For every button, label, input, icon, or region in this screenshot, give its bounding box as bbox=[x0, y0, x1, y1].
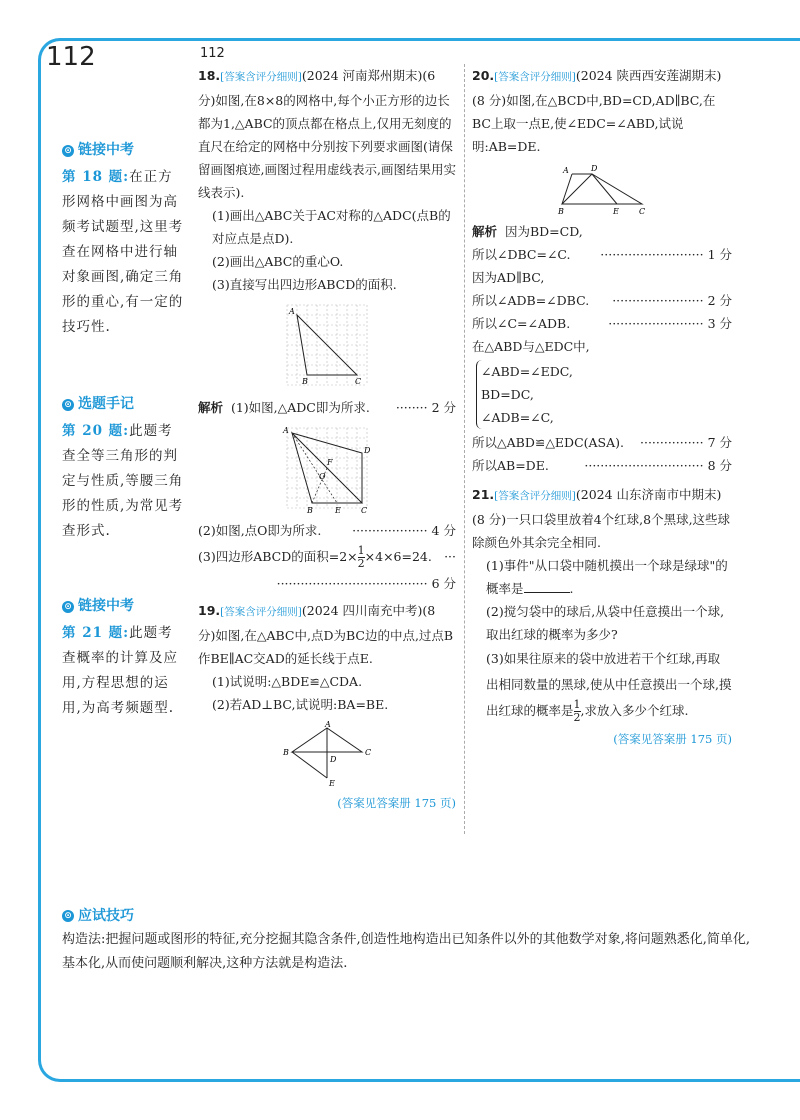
q18-solution-3: (3)四边形ABCD的面积=2× bbox=[198, 549, 358, 564]
q18-solution-3-end: ×4×6=24. bbox=[364, 549, 432, 564]
fig-label-a: A bbox=[283, 426, 289, 435]
solution-line: 因为AD∥BC, bbox=[472, 270, 545, 285]
question-number: 19. bbox=[198, 603, 221, 618]
fig-label-b: B bbox=[307, 506, 313, 515]
q18-stem bbox=[198, 64, 456, 204]
tip-icon: ⊙ bbox=[62, 910, 74, 922]
fig-label-e: E bbox=[335, 506, 341, 515]
exam-tips bbox=[62, 904, 762, 976]
fig-label-f: F bbox=[327, 458, 333, 467]
q21-part-3 bbox=[472, 646, 732, 724]
solution-line: 所以∠DBC=∠C. bbox=[472, 247, 571, 262]
fig-label-c: C bbox=[361, 506, 368, 515]
score: ················ 7 分 bbox=[640, 435, 732, 450]
score: ··················· 4 分 bbox=[352, 523, 456, 538]
question-stem: 如图,在△ABC中,点D为BC边的中点,过点B作BE∥AC交AD的延长线于点E. bbox=[198, 628, 454, 666]
q21-part-2: (2)搅匀袋中的球后,从袋中任意摸出一个球,取出红球的概率为多少? bbox=[486, 604, 725, 642]
q19-stem bbox=[198, 599, 456, 670]
question-stem: 如图,在△BCD中,BD=CD,AD∥BC,在BC上取一点E,使∠EDC=∠ABD,试说明:AB=DE. bbox=[472, 93, 716, 154]
part-end: ,求放入多少个红球. bbox=[580, 703, 689, 718]
q18-part-2: (2)画出△ABC的重心O. bbox=[212, 254, 344, 269]
q18-solution-1: (1)如图,△ADC即为所求. bbox=[230, 400, 370, 415]
link-icon: ⊙ bbox=[62, 601, 74, 613]
condition: ∠ADB=∠C, bbox=[481, 410, 554, 425]
question-stem: 一只口袋里放着4个红球,8个黑球,这些球除颜色外其余完全相同. bbox=[472, 512, 731, 550]
sidebar-heading: 链接中考 bbox=[78, 598, 134, 614]
fig-label-o: O bbox=[319, 472, 326, 481]
fig-label-c: C bbox=[355, 377, 362, 386]
score: ························ 3 分 bbox=[608, 316, 732, 331]
column-right bbox=[472, 64, 732, 751]
solution-line: 所以∠ADB=∠DBC. bbox=[472, 293, 590, 308]
question-source: (2024 河南郑州期末)(6 分) bbox=[198, 68, 436, 108]
q19-part-1: (1)试说明:△BDE≌△CDA. bbox=[212, 674, 363, 689]
q18-solution-2: (2)如图,点O即为所求. bbox=[198, 523, 322, 538]
page-number: 112 bbox=[46, 42, 96, 72]
dots: ··· bbox=[444, 549, 456, 564]
solution-line: 所以∠C=∠ADB. bbox=[472, 316, 571, 331]
fig-label-e: E bbox=[329, 779, 335, 788]
q19-part-2: (2)若AD⊥BC,试说明:BA=BE. bbox=[212, 697, 389, 712]
score: ······································ 6 分 bbox=[276, 576, 456, 591]
sidebar-label: 第 20 题: bbox=[62, 423, 130, 439]
fig-label-e: E bbox=[613, 207, 619, 216]
solution-label: 解析 bbox=[198, 400, 224, 415]
fig-label-a: A bbox=[325, 720, 331, 729]
fig-label-b: B bbox=[558, 207, 564, 216]
fraction bbox=[574, 699, 581, 724]
question-number: 21. bbox=[472, 487, 495, 502]
link-icon: ⊙ bbox=[62, 145, 74, 157]
question-tag: [答案含评分细则] bbox=[220, 606, 302, 618]
q20-stem bbox=[472, 64, 732, 158]
numerator: 1 bbox=[357, 544, 365, 557]
solution-label: 解析 bbox=[472, 224, 498, 239]
question-tag: [答案含评分细则] bbox=[220, 71, 302, 83]
condition: BD=DC, bbox=[481, 387, 534, 402]
question-tag: [答案含评分细则] bbox=[494, 71, 576, 83]
q18-part-1: (1)画出△ABC关于AC对称的△ADC(点B的对应点是点D). bbox=[212, 208, 451, 246]
q21-stem bbox=[472, 483, 732, 554]
condition: ∠ABD=∠EDC, bbox=[481, 364, 573, 379]
score: ······························ 8 分 bbox=[584, 458, 732, 473]
part-text: (1)事件"从口袋中随机摸出一个球是绿球"的概率是 bbox=[486, 558, 728, 596]
tips-heading: 应试技巧 bbox=[78, 908, 134, 924]
solution-line: 在△ABD与△EDC中, bbox=[472, 339, 590, 354]
question-number: 18. bbox=[198, 68, 221, 83]
note-icon: ⊙ bbox=[62, 399, 74, 411]
fig-label-b: B bbox=[302, 377, 308, 386]
answer-reference: (答案见答案册 175 页) bbox=[613, 732, 732, 746]
solution-intro: 因为BD=CD, bbox=[504, 224, 583, 239]
score: ········ 2 分 bbox=[395, 400, 456, 415]
question-source: (2024 山东济南市中期末)(8 分) bbox=[472, 487, 722, 527]
brace-conditions bbox=[476, 360, 732, 429]
question-source: (2024 四川南充中考)(8 分) bbox=[198, 603, 436, 643]
column-divider bbox=[464, 64, 465, 834]
fig-label-d: D bbox=[330, 755, 337, 764]
fig-label-a: A bbox=[289, 307, 295, 316]
sidebar-label: 第 18 题: bbox=[62, 169, 130, 185]
fig-label-d: D bbox=[591, 164, 598, 173]
question-tag: [答案含评分细则] bbox=[494, 490, 576, 502]
score: ······················· 2 分 bbox=[612, 293, 732, 308]
fig-label-c: C bbox=[365, 748, 372, 757]
sidebar-note-18 bbox=[62, 138, 187, 340]
sidebar-note-20 bbox=[62, 392, 187, 544]
q18-grid-figure bbox=[277, 300, 377, 392]
sidebar-note-21 bbox=[62, 594, 187, 721]
denominator: 2 bbox=[573, 711, 581, 724]
score: ·························· 1 分 bbox=[600, 247, 732, 262]
q18-part-3: (3)直接写出四边形ABCD的面积. bbox=[212, 277, 397, 292]
q21-part-1 bbox=[472, 554, 732, 600]
part-end: . bbox=[569, 581, 574, 596]
numerator: 1 bbox=[573, 698, 581, 711]
sidebar-text: 此题考查全等三角形的判定与性质,等腰三角形的性质,为常见考查形式. bbox=[62, 423, 184, 539]
sidebar-text: 在正方形网格中画图为高频考试题型,这里考查在网格中进行轴对象画图,确定三角形的重心,有一定的技巧性. bbox=[62, 169, 184, 335]
question-number: 20. bbox=[472, 68, 495, 83]
fig-label-a: A bbox=[563, 166, 569, 175]
q19-figure bbox=[277, 720, 377, 788]
denominator: 2 bbox=[357, 557, 365, 570]
sidebar-heading: 链接中考 bbox=[78, 142, 134, 158]
solution-line: 所以△ABD≌△EDC(ASA). bbox=[472, 435, 624, 450]
page-number-small: 112 bbox=[200, 46, 225, 61]
fraction bbox=[358, 545, 365, 570]
answer-reference: (答案见答案册 175 页) bbox=[337, 796, 456, 810]
part-text: (3)如果往原来的袋中放进若干个红球,再取出相同数量的黑球,使从中任意摸出一个球,摸出红球的概率是 bbox=[486, 651, 732, 718]
sidebar-text: 此题考查概率的计算及应用,方程思想的运用,为高考频题型. bbox=[62, 625, 178, 716]
q20-figure bbox=[547, 162, 657, 216]
column-left bbox=[198, 64, 456, 815]
answer-blank bbox=[524, 592, 570, 593]
q18-solution-figure bbox=[277, 423, 377, 515]
fig-label-d: D bbox=[364, 446, 371, 455]
question-stem: 如图,在8×8的网格中,每个小正方形的边长都为1,△ABC的顶点都在格点上,仅用无刻度的直尺在给定的网格中分别按下列要求画图(请保留画图痕迹,画图过程用虚线表示,画图结果用实线表示). bbox=[198, 93, 456, 200]
fig-label-b: B bbox=[283, 748, 289, 757]
sidebar-label: 第 21 题: bbox=[62, 625, 130, 641]
question-source: (2024 陕西西安莲湖期末)(8 分) bbox=[472, 68, 722, 108]
tips-text: 构造法:把握问题或图形的特征,充分挖掘其隐含条件,创造性地构造出已知条件以外的其他数学对象,将问题熟悉化,简单化,基本化,从而使问题顺利解决,这种方法就是构造法. bbox=[62, 932, 751, 971]
solution-line: 所以AB=DE. bbox=[472, 458, 549, 473]
fig-label-c: C bbox=[639, 207, 646, 216]
sidebar-heading: 选题手记 bbox=[78, 396, 134, 412]
